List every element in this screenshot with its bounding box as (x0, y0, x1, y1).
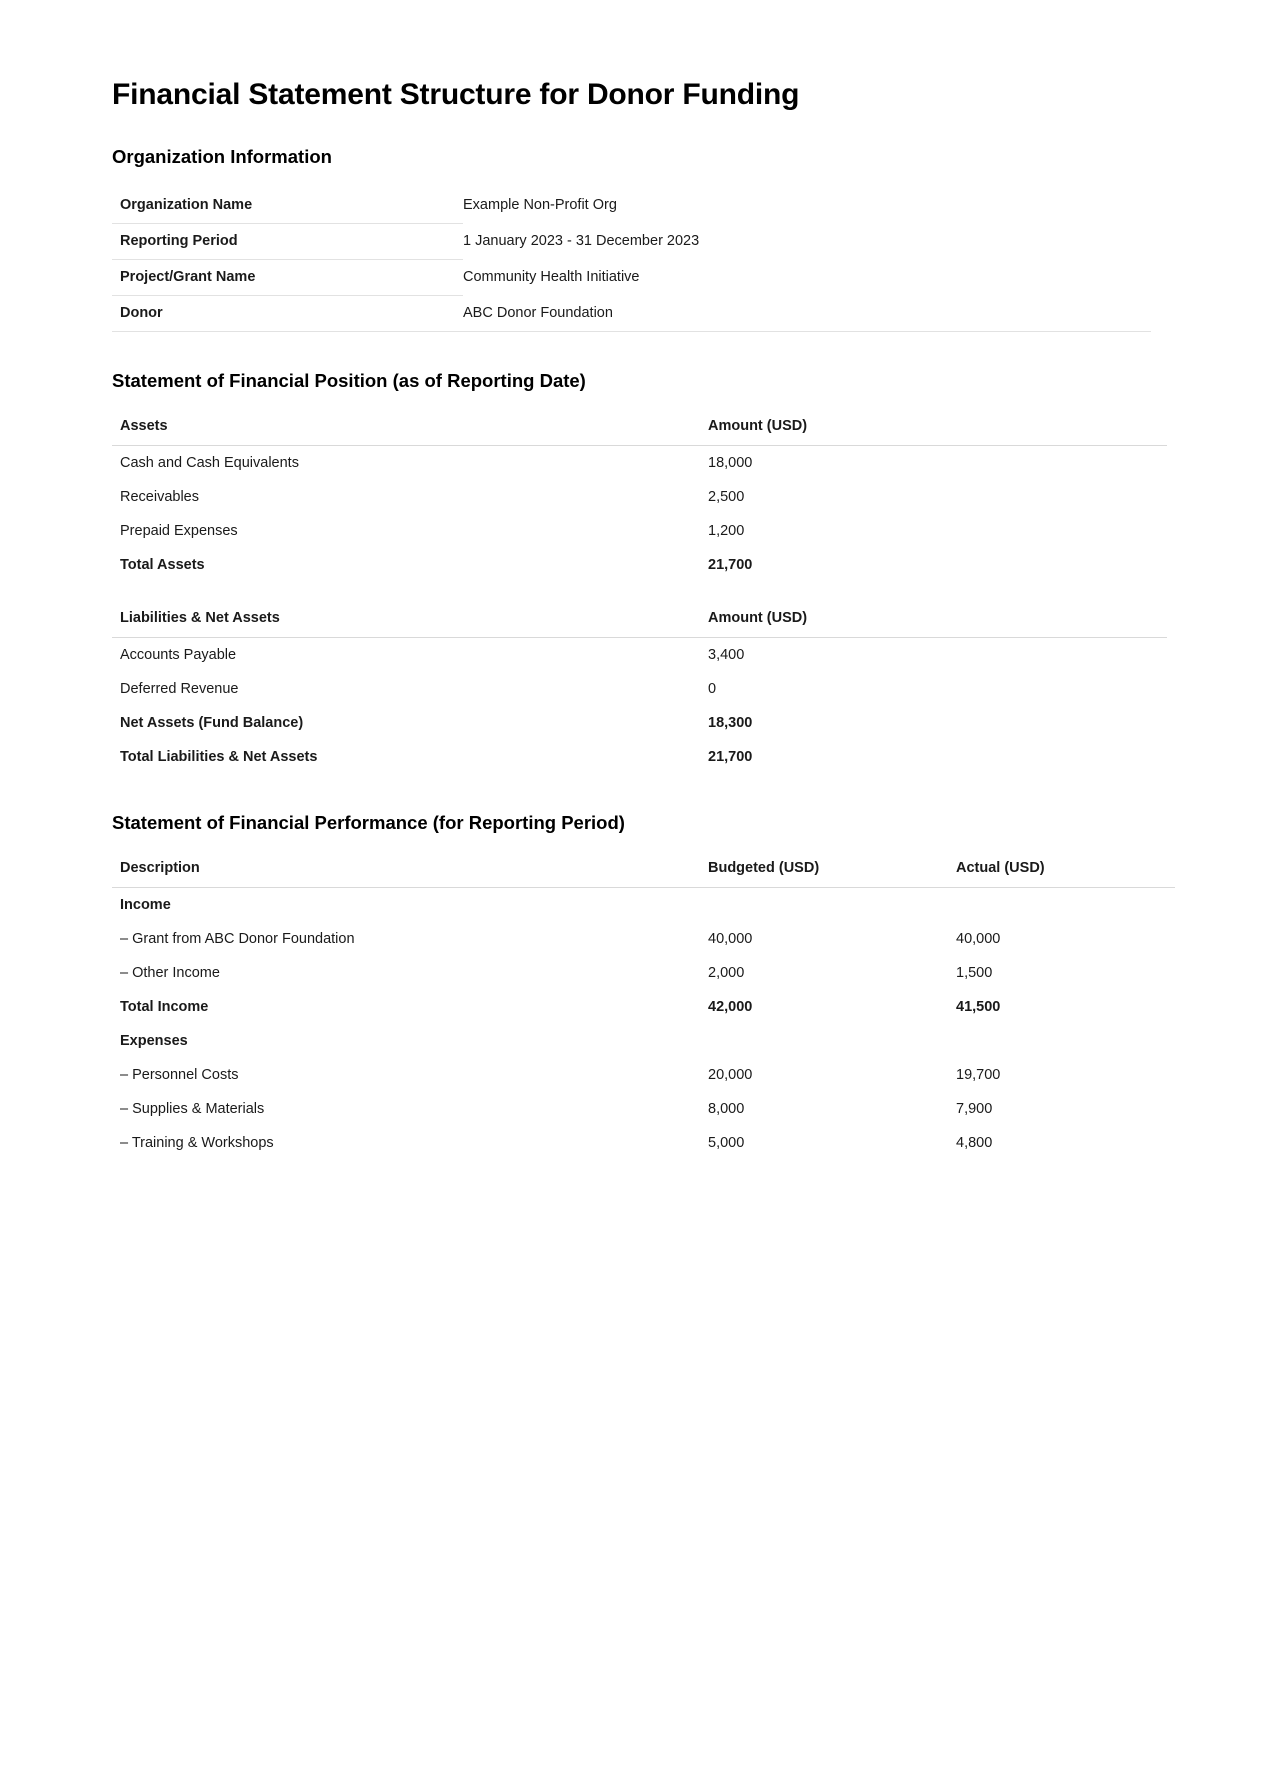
liabilities-col-header-amount: Amount (USD) (700, 604, 1167, 638)
section-heading-performance: Statement of Financial Performance (for Reporting Period) (112, 812, 625, 833)
perf-col-header-description: Description (112, 854, 700, 888)
perf-actual: 4,800 (956, 1135, 993, 1151)
section-heading-organization: Organization Information (112, 146, 332, 167)
perf-actual: 19,700 (956, 1067, 1001, 1083)
perf-description: Expenses (120, 1033, 188, 1049)
table-row-group-income (112, 888, 1175, 923)
table-header-row (112, 854, 1175, 888)
liability-label: Deferred Revenue (120, 681, 239, 697)
perf-budgeted: 5,000 (708, 1135, 745, 1151)
page-bottom-clip (0, 1152, 1263, 1777)
table-row (112, 446, 1167, 481)
perf-budgeted (700, 888, 948, 923)
perf-description: – Personnel Costs (120, 1067, 239, 1083)
table-row (112, 638, 1167, 673)
org-value-period: 1 January 2023 - 31 December 2023 (463, 232, 700, 249)
liabilities-table (112, 604, 1167, 774)
table-row (112, 260, 1151, 296)
assets-col-header-label: Assets (112, 412, 700, 446)
asset-amount: 2,500 (708, 489, 745, 505)
page-title: Financial Statement Structure for Donor Funding (112, 78, 800, 111)
asset-amount: 18,000 (708, 455, 753, 471)
financial-position-section (112, 370, 1151, 774)
organization-info-table (112, 188, 1151, 332)
liability-label: Accounts Payable (120, 647, 237, 663)
perf-actual (948, 1024, 1175, 1058)
liabilities-col-header-label: Liabilities & Net Assets (112, 604, 700, 638)
perf-description: Total Income (120, 999, 209, 1015)
table-row (112, 922, 1175, 956)
table-header-row (112, 412, 1167, 446)
perf-description: – Grant from ABC Donor Foundation (120, 931, 355, 947)
asset-amount-total: 21,700 (708, 557, 753, 573)
table-row-total (112, 548, 1167, 582)
liability-amount-net-assets: 18,300 (708, 715, 753, 731)
table-row (112, 1092, 1175, 1126)
table-row-total (112, 740, 1167, 774)
org-label-period: Reporting Period (112, 224, 463, 260)
table-row (112, 706, 1167, 740)
table-row (112, 514, 1167, 548)
table-row (112, 224, 1151, 260)
perf-actual (948, 888, 1175, 923)
perf-col-header-actual: Actual (USD) (948, 854, 1175, 888)
liability-label-total: Total Liabilities & Net Assets (120, 749, 318, 765)
table-row-group-expenses (112, 1024, 1175, 1058)
organization-information-section (112, 146, 1151, 332)
perf-actual: 40,000 (956, 931, 1001, 947)
table-row (112, 956, 1175, 990)
table-row (112, 296, 1151, 332)
liability-label-net-assets: Net Assets (Fund Balance) (120, 715, 304, 731)
table-header-row (112, 604, 1167, 638)
perf-actual: 41,500 (956, 999, 1001, 1015)
asset-amount: 1,200 (708, 523, 745, 539)
liability-amount-total: 21,700 (708, 749, 753, 765)
liability-amount: 0 (708, 681, 717, 697)
org-label-name: Organization Name (112, 188, 463, 224)
assets-col-header-amount: Amount (USD) (700, 412, 1167, 446)
org-value-donor: ABC Donor Foundation (463, 296, 1151, 332)
org-label-donor: Donor (112, 296, 463, 332)
perf-actual: 7,900 (956, 1101, 993, 1117)
perf-actual: 1,500 (956, 965, 993, 981)
table-row (112, 188, 1151, 224)
perf-budgeted (700, 1024, 948, 1058)
perf-description: – Other Income (120, 965, 220, 981)
org-value-project: Community Health Initiative (463, 268, 640, 285)
org-value-name: Example Non-Profit Org (463, 197, 617, 213)
table-row-total-income (112, 990, 1175, 1024)
perf-description: Income (120, 897, 171, 913)
perf-description: – Supplies & Materials (120, 1101, 265, 1117)
perf-budgeted: 40,000 (708, 931, 753, 947)
perf-budgeted: 2,000 (708, 965, 745, 981)
asset-label: Prepaid Expenses (120, 523, 238, 539)
table-spacer (112, 582, 1151, 604)
perf-description: – Training & Workshops (120, 1135, 274, 1151)
perf-col-header-budgeted: Budgeted (USD) (700, 854, 948, 888)
table-row (112, 1058, 1175, 1092)
liability-amount: 3,400 (708, 647, 745, 663)
org-label-project: Project/Grant Name (112, 260, 463, 296)
assets-table (112, 412, 1167, 582)
perf-budgeted: 42,000 (708, 999, 753, 1015)
asset-label: Cash and Cash Equivalents (120, 455, 299, 471)
perf-budgeted: 8,000 (708, 1101, 745, 1117)
asset-label: Receivables (120, 489, 199, 505)
section-heading-position: Statement of Financial Position (as of Reporting Date) (112, 370, 586, 391)
perf-budgeted: 20,000 (708, 1067, 753, 1083)
table-row (112, 672, 1167, 706)
asset-label-total: Total Assets (120, 557, 205, 573)
table-row (112, 480, 1167, 514)
